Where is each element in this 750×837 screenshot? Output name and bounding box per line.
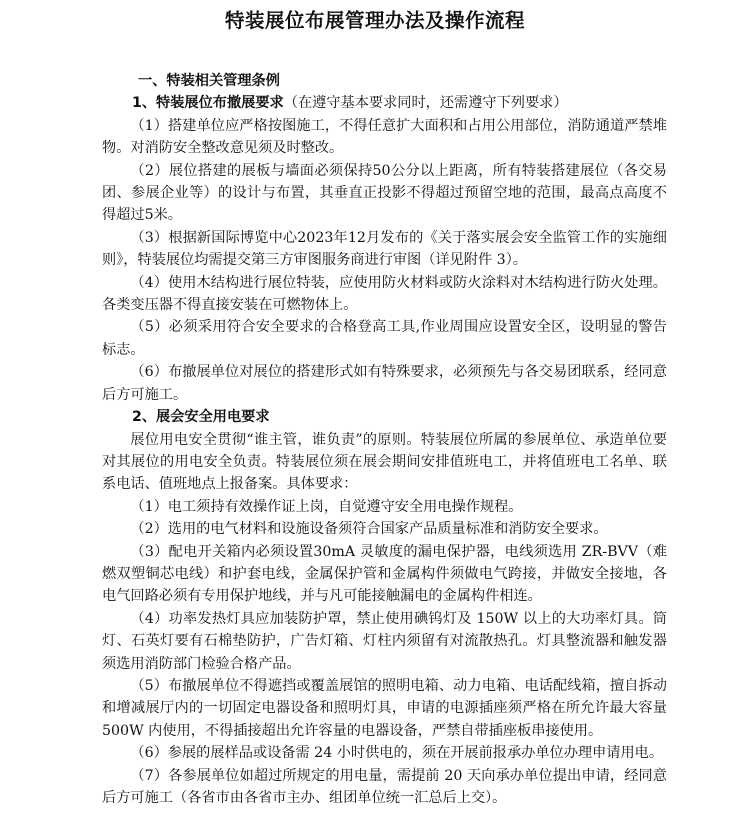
section-heading: 一、特装相关管理条例 <box>138 73 280 89</box>
paragraph: 展位用电安全贯彻“谁主管，谁负责”的原则。特装展位所属的参展单位、承造单位要对其展位的用电安全负责。特装展位须在展会期间安排值班电工，并将值班电工名单、联系电话、值班地点上报备案。具体要求： <box>102 431 667 493</box>
paragraph: （3）根据新国际博览中心2023年12月发布的《关于落实展会安全监管工作的实施细则》，特装展位均需提交第三方审图服务商进行审图（详见附件 3）。 <box>102 229 667 269</box>
paragraph: （3）配电开关箱内必须设置30mA 灵敏度的漏电保护器，电线须选用 ZR-BVV（难燃双塑铜芯电线）和护套电线，金属保护管和金属构件须做电气跨接，并做安全接地，各电气回路必须有专用保护地线，并与凡可能接触漏电的金属构件相连。 <box>102 543 667 605</box>
paragraph: （5）布撤展单位不得遮挡或覆盖展馆的照明电箱、动力电箱、电话配线箱，擅自拆动和增减展厅内的一切固定电器设备和照明灯具，申请的电源插座须严格在所允许最大容量 500W 内使用，不得插接超出允许容量的电器设备，严禁自带插座板串接使用。 <box>102 677 667 739</box>
paragraph: （5）必须采用符合安全要求的合格登高工具,作业周围应设置安全区，设明显的警告标志。 <box>102 319 667 358</box>
paragraph: （4）功率发热灯具应加装防护罩，禁止使用碘钨灯及 150W 以上的大功率灯具。筒灯、石英灯要有石棉垫防护，广告灯箱、灯柱内须留有对流散热孔。灯具整流器和触发器须选用消防部门检验合格产品。 <box>102 610 667 672</box>
paragraph: （6）参展的展样品或设备需 24 小时供电的，须在开展前报承办单位办理申请用电。 <box>130 745 664 762</box>
subsection-heading-1 <box>102 92 667 114</box>
paragraph: （4）使用木结构进行展位特装，应使用防火材料或防火涂料对木结构进行防火处理。各类变压器不得直接安装在可燃物体上。 <box>102 274 667 314</box>
subsection-note: （在遵守基本要求同时，还需遵守下列要求） <box>283 95 568 112</box>
subsection-title: 1、特装展位布撤展要求 <box>132 95 284 112</box>
paragraph: （6）布撤展单位对展位的搭建形式如有特殊要求，必须预先与各交易团联系，经同意后方可施工。 <box>102 364 667 403</box>
document-title: 特装展位布展管理办法及操作流程 <box>224 9 525 32</box>
subsection-heading-2: 2、展会安全用电要求 <box>132 409 270 426</box>
paragraph: （1）电工须持有效操作证上岗，自觉遵守安全用电操作规程。 <box>130 498 523 515</box>
paragraph: （1）搭建单位应严格按图施工，不得任意扩大面积和占用公用部位，消防通道严禁堆物。对消防安全整改意见须及时整改。 <box>102 117 667 157</box>
paragraph: （2）展位搭建的展板与墙面必须保持50公分以上距离，所有特装搭建展位（各交易团、参展企业等）的设计与布置，其垂直正投影不得超过预留空地的范围，最高点高度不得超过5米。 <box>102 162 667 224</box>
document-body <box>102 70 667 809</box>
paragraph: （7）各参展单位如超过所规定的用电量，需提前 20 天向承办单位提出申请，经同意后方可施工（各省市由各省市主办、组团单位统一汇总后上交）。 <box>102 767 667 806</box>
paragraph: （2）选用的电气材料和设施设备须符合国家产品质量标准和消防安全要求。 <box>130 521 608 538</box>
